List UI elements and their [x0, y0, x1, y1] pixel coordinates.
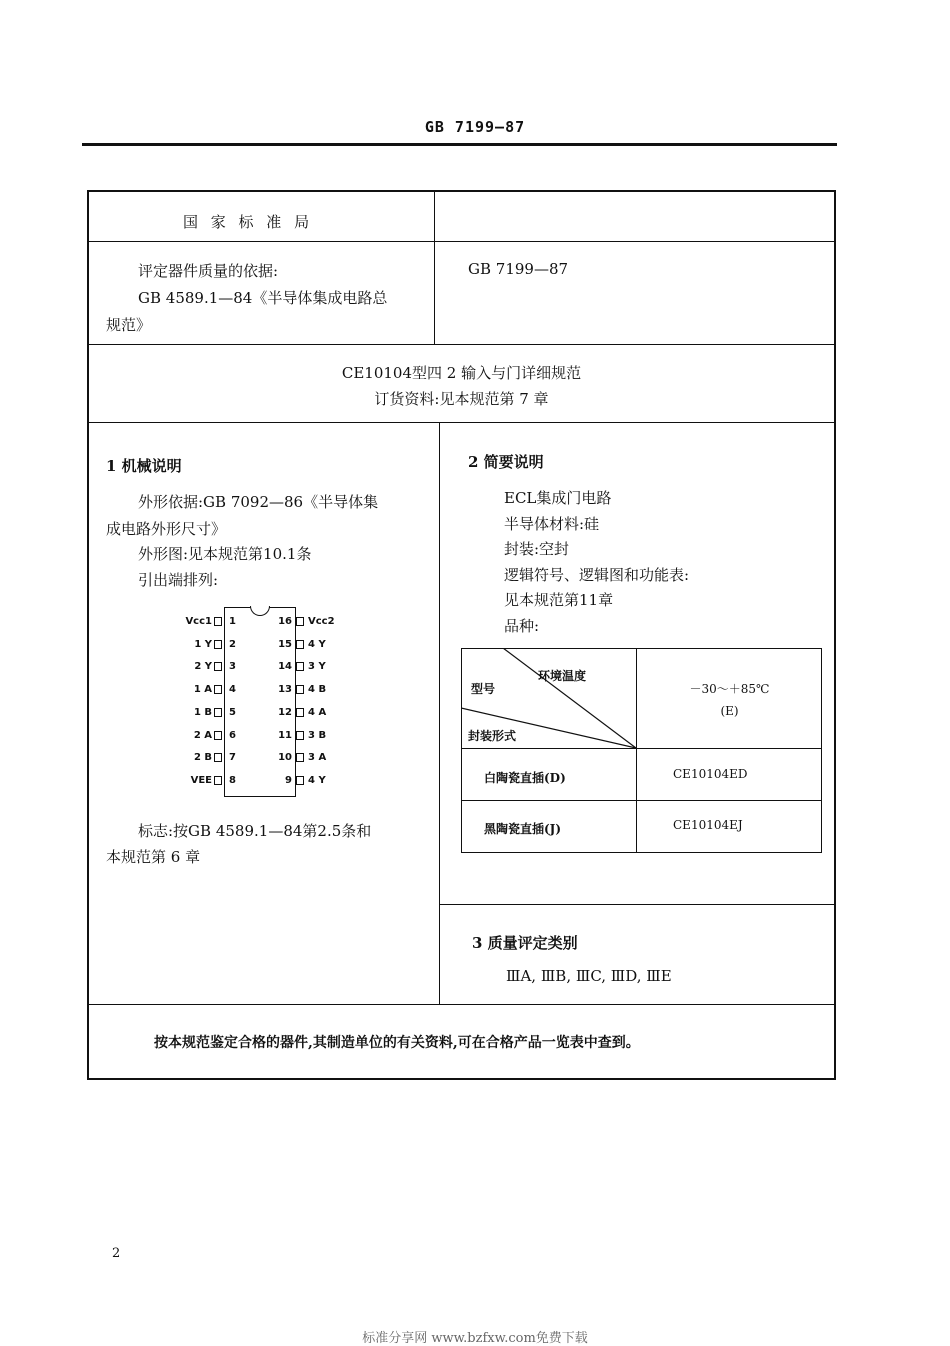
basis-line: GB 4589.1—84《半导体集成电路总 — [138, 289, 388, 307]
diag-header-package: 封装形式 — [468, 729, 517, 743]
basis-title: 评定器件质量的依据: — [138, 262, 279, 280]
row-divider — [87, 241, 836, 242]
pin-box-left — [214, 685, 222, 694]
pin-name-left: Vcc1 — [185, 616, 212, 627]
pin-box-right — [296, 617, 304, 626]
model-number: CE10104ED — [673, 767, 748, 781]
section-3-heading: 3 质量评定类别 — [472, 934, 578, 952]
temp-range: －30～＋85℃ — [689, 682, 770, 696]
diag-header-temp: 环境温度 — [538, 669, 587, 683]
authority-name: 国 家 标 准 局 — [183, 213, 314, 231]
brief-line: 封装:空封 — [504, 540, 570, 558]
pin-number-right: 16 — [278, 616, 292, 627]
package-type: 白陶瓷直插(D) — [484, 771, 566, 785]
pin-name-left: 2 Y — [194, 661, 212, 673]
pin-number-right: 9 — [285, 774, 292, 786]
pin-number-right: 12 — [278, 706, 292, 718]
outline-drawing: 外形图:见本规范第10.1条 — [138, 545, 312, 563]
pin-box-right — [296, 776, 304, 785]
pin-name-right: 4 Y — [308, 638, 326, 650]
pin-name-left: 2 B — [193, 752, 212, 764]
pin-box-right — [296, 753, 304, 762]
column-divider — [439, 422, 440, 1004]
pin-number-left: 5 — [229, 706, 236, 718]
package-type: 黑陶瓷直插(J) — [484, 822, 562, 836]
marking: 本规范第 6 章 — [106, 848, 201, 866]
pin-number-right: 14 — [278, 661, 292, 673]
pin-box-right — [296, 685, 304, 694]
brief-line: 见本规范第11章 — [504, 591, 614, 609]
pin-name-left: 1 A — [193, 684, 212, 696]
brief-line: 品种: — [504, 617, 540, 635]
pin-name-right: 3 B — [308, 729, 327, 741]
pin-box-left — [214, 662, 222, 671]
dip-package-body — [224, 607, 296, 797]
pin-box-left — [214, 753, 222, 762]
table-row-divider — [461, 800, 822, 801]
basis-line: 规范》 — [106, 316, 152, 334]
pin-box-left — [214, 640, 222, 649]
row-divider — [87, 1004, 836, 1005]
pin-name-right: 4 A — [308, 706, 327, 718]
pin-name-left: 2 A — [193, 729, 212, 741]
pin-number-left: 7 — [229, 752, 236, 764]
pin-box-right — [296, 708, 304, 717]
document-code: GB 7199—87 — [424, 118, 526, 136]
row-divider — [87, 344, 836, 345]
brief-line: 半导体材料:硅 — [504, 515, 600, 533]
footer-watermark: 标准分享网 www.bzfxw.com免费下载 — [362, 1331, 588, 1346]
pinout-label: 引出端排列: — [138, 571, 219, 589]
ordering-info: 订货资料:见本规范第 7 章 — [374, 390, 549, 408]
pin-name-left: VEE — [190, 774, 212, 786]
bottom-note: 按本规范鉴定合格的器件,其制造单位的有关资料,可在合格产品一览表中查到。 — [154, 1035, 640, 1051]
pin-number-left: 3 — [229, 661, 236, 673]
page-number: 2 — [112, 1246, 121, 1261]
brief-line: ECL集成门电路 — [504, 489, 612, 507]
pin-number-left: 2 — [229, 638, 236, 650]
brief-line: 逻辑符号、逻辑图和功能表: — [504, 566, 690, 584]
pin-box-left — [214, 776, 222, 785]
pin-number-left: 8 — [229, 774, 236, 786]
column-divider — [434, 190, 435, 344]
pin-number-left: 1 — [229, 616, 236, 627]
outline-basis: 成电路外形尺寸》 — [106, 520, 227, 538]
pin-box-left — [214, 731, 222, 740]
row-divider — [439, 904, 836, 905]
pin-box-right — [296, 662, 304, 671]
pin-number-right: 10 — [278, 752, 292, 764]
pin-box-left — [214, 708, 222, 717]
pin-name-right: 4 Y — [308, 774, 326, 786]
temp-code: (E) — [720, 704, 739, 718]
model-number: CE10104EJ — [673, 818, 743, 832]
pin-name-right: 3 A — [308, 752, 327, 764]
standard-number: GB 7199—87 — [468, 260, 569, 278]
pin-number-left: 6 — [229, 729, 236, 741]
pin-box-left — [214, 617, 222, 626]
pin-name-right: 3 Y — [308, 661, 326, 673]
section-1-heading: 1 机械说明 — [106, 457, 182, 475]
row-divider — [87, 422, 836, 423]
pin-name-left: 1 B — [193, 706, 212, 718]
header-rule — [82, 143, 837, 146]
quality-categories: ⅢA, ⅢB, ⅢC, ⅢD, ⅢE — [506, 967, 672, 985]
diag-header-model: 型号 — [471, 682, 496, 696]
pin-name-right: Vcc2 — [308, 616, 335, 627]
pin-box-right — [296, 731, 304, 740]
pin-number-left: 4 — [229, 684, 236, 696]
marking: 标志:按GB 4589.1—84第2.5条和 — [138, 822, 372, 840]
pin-number-right: 13 — [278, 684, 292, 696]
outline-basis: 外形依据:GB 7092—86《半导体集 — [138, 493, 379, 511]
pin-name-right: 4 B — [308, 684, 327, 696]
pin-number-right: 15 — [278, 638, 292, 650]
section-2-heading: 2 简要说明 — [468, 453, 544, 471]
spec-frame — [87, 190, 836, 1080]
pin-number-right: 11 — [278, 729, 292, 741]
pin-box-right — [296, 640, 304, 649]
spec-title: CE10104型四 2 输入与门详细规范 — [341, 364, 582, 382]
pin-name-left: 1 Y — [194, 638, 212, 650]
